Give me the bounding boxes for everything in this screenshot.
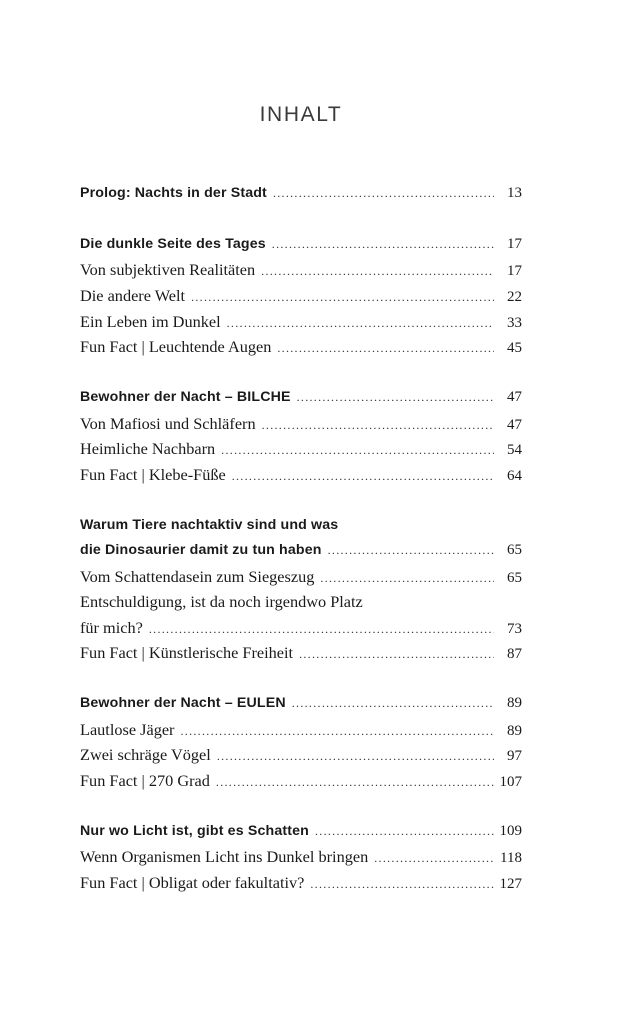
toc-entry[interactable] xyxy=(80,309,522,335)
dot-leader xyxy=(221,438,494,464)
dot-leader xyxy=(261,259,494,285)
dot-leader xyxy=(232,464,494,490)
toc-entry-title: Die andere Welt xyxy=(80,285,186,305)
toc-entry-title: Prolog: Nachts in der Stadt xyxy=(80,185,267,201)
dot-leader xyxy=(297,385,494,411)
toc-page-number: 127 xyxy=(499,876,522,892)
dot-leader xyxy=(277,336,494,362)
dot-leader xyxy=(374,846,494,872)
dot-leader xyxy=(315,819,494,845)
toc-entry-title: Vom Schattendasein zum Siegeszug xyxy=(80,566,315,586)
toc-entry[interactable] xyxy=(80,819,522,845)
toc-entry-title: Von Mafiosi und Schläfern xyxy=(80,413,256,433)
dot-leader xyxy=(227,311,494,337)
toc-entry[interactable] xyxy=(80,742,522,768)
toc-entry-title: Fun Fact | Künstlerische Freiheit xyxy=(80,643,294,663)
dot-leader xyxy=(191,285,494,311)
toc-entry-title: Entschuldigung, ist da noch irgendwo Platz xyxy=(80,592,363,612)
toc-entry[interactable] xyxy=(80,844,522,870)
toc-entry-title: Ein Leben im Dunkel xyxy=(80,311,221,331)
toc-entry-title: Wenn Organismen Licht ins Dunkel bringen xyxy=(80,847,369,867)
dot-leader xyxy=(272,232,494,258)
dot-leader xyxy=(149,617,494,643)
toc-page-number: 87 xyxy=(507,646,522,663)
toc-entry[interactable] xyxy=(80,870,522,896)
toc-page-number: 109 xyxy=(499,822,522,839)
toc-entry-title: Die dunkle Seite des Tages xyxy=(80,235,266,252)
toc-page-number: 97 xyxy=(507,748,522,765)
toc-entry[interactable] xyxy=(80,232,522,258)
toc-entry-title: Bewohner der Nacht – BILCHE xyxy=(80,388,291,405)
dot-leader xyxy=(292,691,494,717)
dot-leader xyxy=(310,872,493,898)
toc-entry-title: Von subjektiven Realitäten xyxy=(80,260,256,280)
toc-entry-title: Heimliche Nachbarn xyxy=(80,439,216,459)
toc-entry-title: Fun Fact | Klebe-Füße xyxy=(80,464,226,484)
page-title: INHALT xyxy=(259,103,343,126)
toc-entry-title: Bewohner der Nacht – EULEN xyxy=(80,695,286,712)
toc-entry[interactable] xyxy=(80,691,522,717)
toc-entry[interactable] xyxy=(80,462,522,488)
toc-entry[interactable] xyxy=(80,411,522,437)
toc-entry-title: Fun Fact | 270 Grad xyxy=(80,771,210,791)
table-of-contents xyxy=(80,181,522,896)
toc-page-number: 89 xyxy=(507,695,522,712)
toc-entry[interactable] xyxy=(80,283,522,309)
toc-page-number: 22 xyxy=(507,288,522,305)
dot-leader xyxy=(262,413,494,439)
toc-page-number: 54 xyxy=(507,442,522,459)
toc-page-number: 17 xyxy=(507,263,522,280)
toc-entry-title: Zwei schräge Vögel xyxy=(80,745,211,765)
toc-entry[interactable] xyxy=(80,385,522,411)
toc-entry-continued[interactable] xyxy=(80,589,522,615)
toc-entry[interactable] xyxy=(80,257,522,283)
dot-leader xyxy=(180,719,494,745)
toc-entry[interactable] xyxy=(80,768,522,794)
toc-page-number: 47 xyxy=(507,416,522,433)
toc-page-number: 65 xyxy=(507,542,522,559)
toc-page-number: 65 xyxy=(507,569,522,586)
toc-entry[interactable] xyxy=(80,334,522,360)
dot-leader xyxy=(216,770,494,796)
toc-entry-title: Fun Fact | Obligat oder fakultativ? xyxy=(80,873,305,892)
toc-entry[interactable] xyxy=(80,436,522,462)
dot-leader xyxy=(217,744,494,770)
toc-page-number: 89 xyxy=(507,722,522,739)
toc-entry-title: Nur wo Licht ist, gibt es Schatten xyxy=(80,822,309,839)
toc-entry[interactable] xyxy=(80,615,522,641)
toc-page-number: 73 xyxy=(507,620,522,637)
toc-entry[interactable] xyxy=(80,640,522,666)
dot-leader xyxy=(320,566,494,592)
toc-page-number: 107 xyxy=(499,774,522,791)
toc-entry-title: Lautlose Jäger xyxy=(80,719,175,739)
toc-entry-title: für mich? xyxy=(80,617,143,637)
dot-leader xyxy=(273,181,494,207)
toc-page-number: 33 xyxy=(507,314,522,331)
toc-entry-continued[interactable] xyxy=(80,513,522,539)
toc-page-number: 13 xyxy=(507,185,522,201)
toc-page-number: 47 xyxy=(507,388,522,405)
dot-leader xyxy=(328,538,494,564)
dot-leader xyxy=(299,642,494,668)
toc-entry-title: Fun Fact | Leuchtende Augen xyxy=(80,337,272,357)
toc-entry[interactable] xyxy=(80,181,522,207)
toc-page-number: 64 xyxy=(507,467,522,484)
toc-entry[interactable] xyxy=(80,564,522,590)
toc-entry-title: die Dinosaurier damit zu tun haben xyxy=(80,542,322,559)
toc-entry-title: Warum Tiere nachtaktiv sind und was xyxy=(80,516,339,533)
toc-page-number: 45 xyxy=(507,340,522,357)
toc-entry[interactable] xyxy=(80,717,522,743)
toc-page-number: 17 xyxy=(507,235,522,252)
toc-entry[interactable] xyxy=(80,538,522,564)
toc-page-number: 118 xyxy=(500,850,522,867)
